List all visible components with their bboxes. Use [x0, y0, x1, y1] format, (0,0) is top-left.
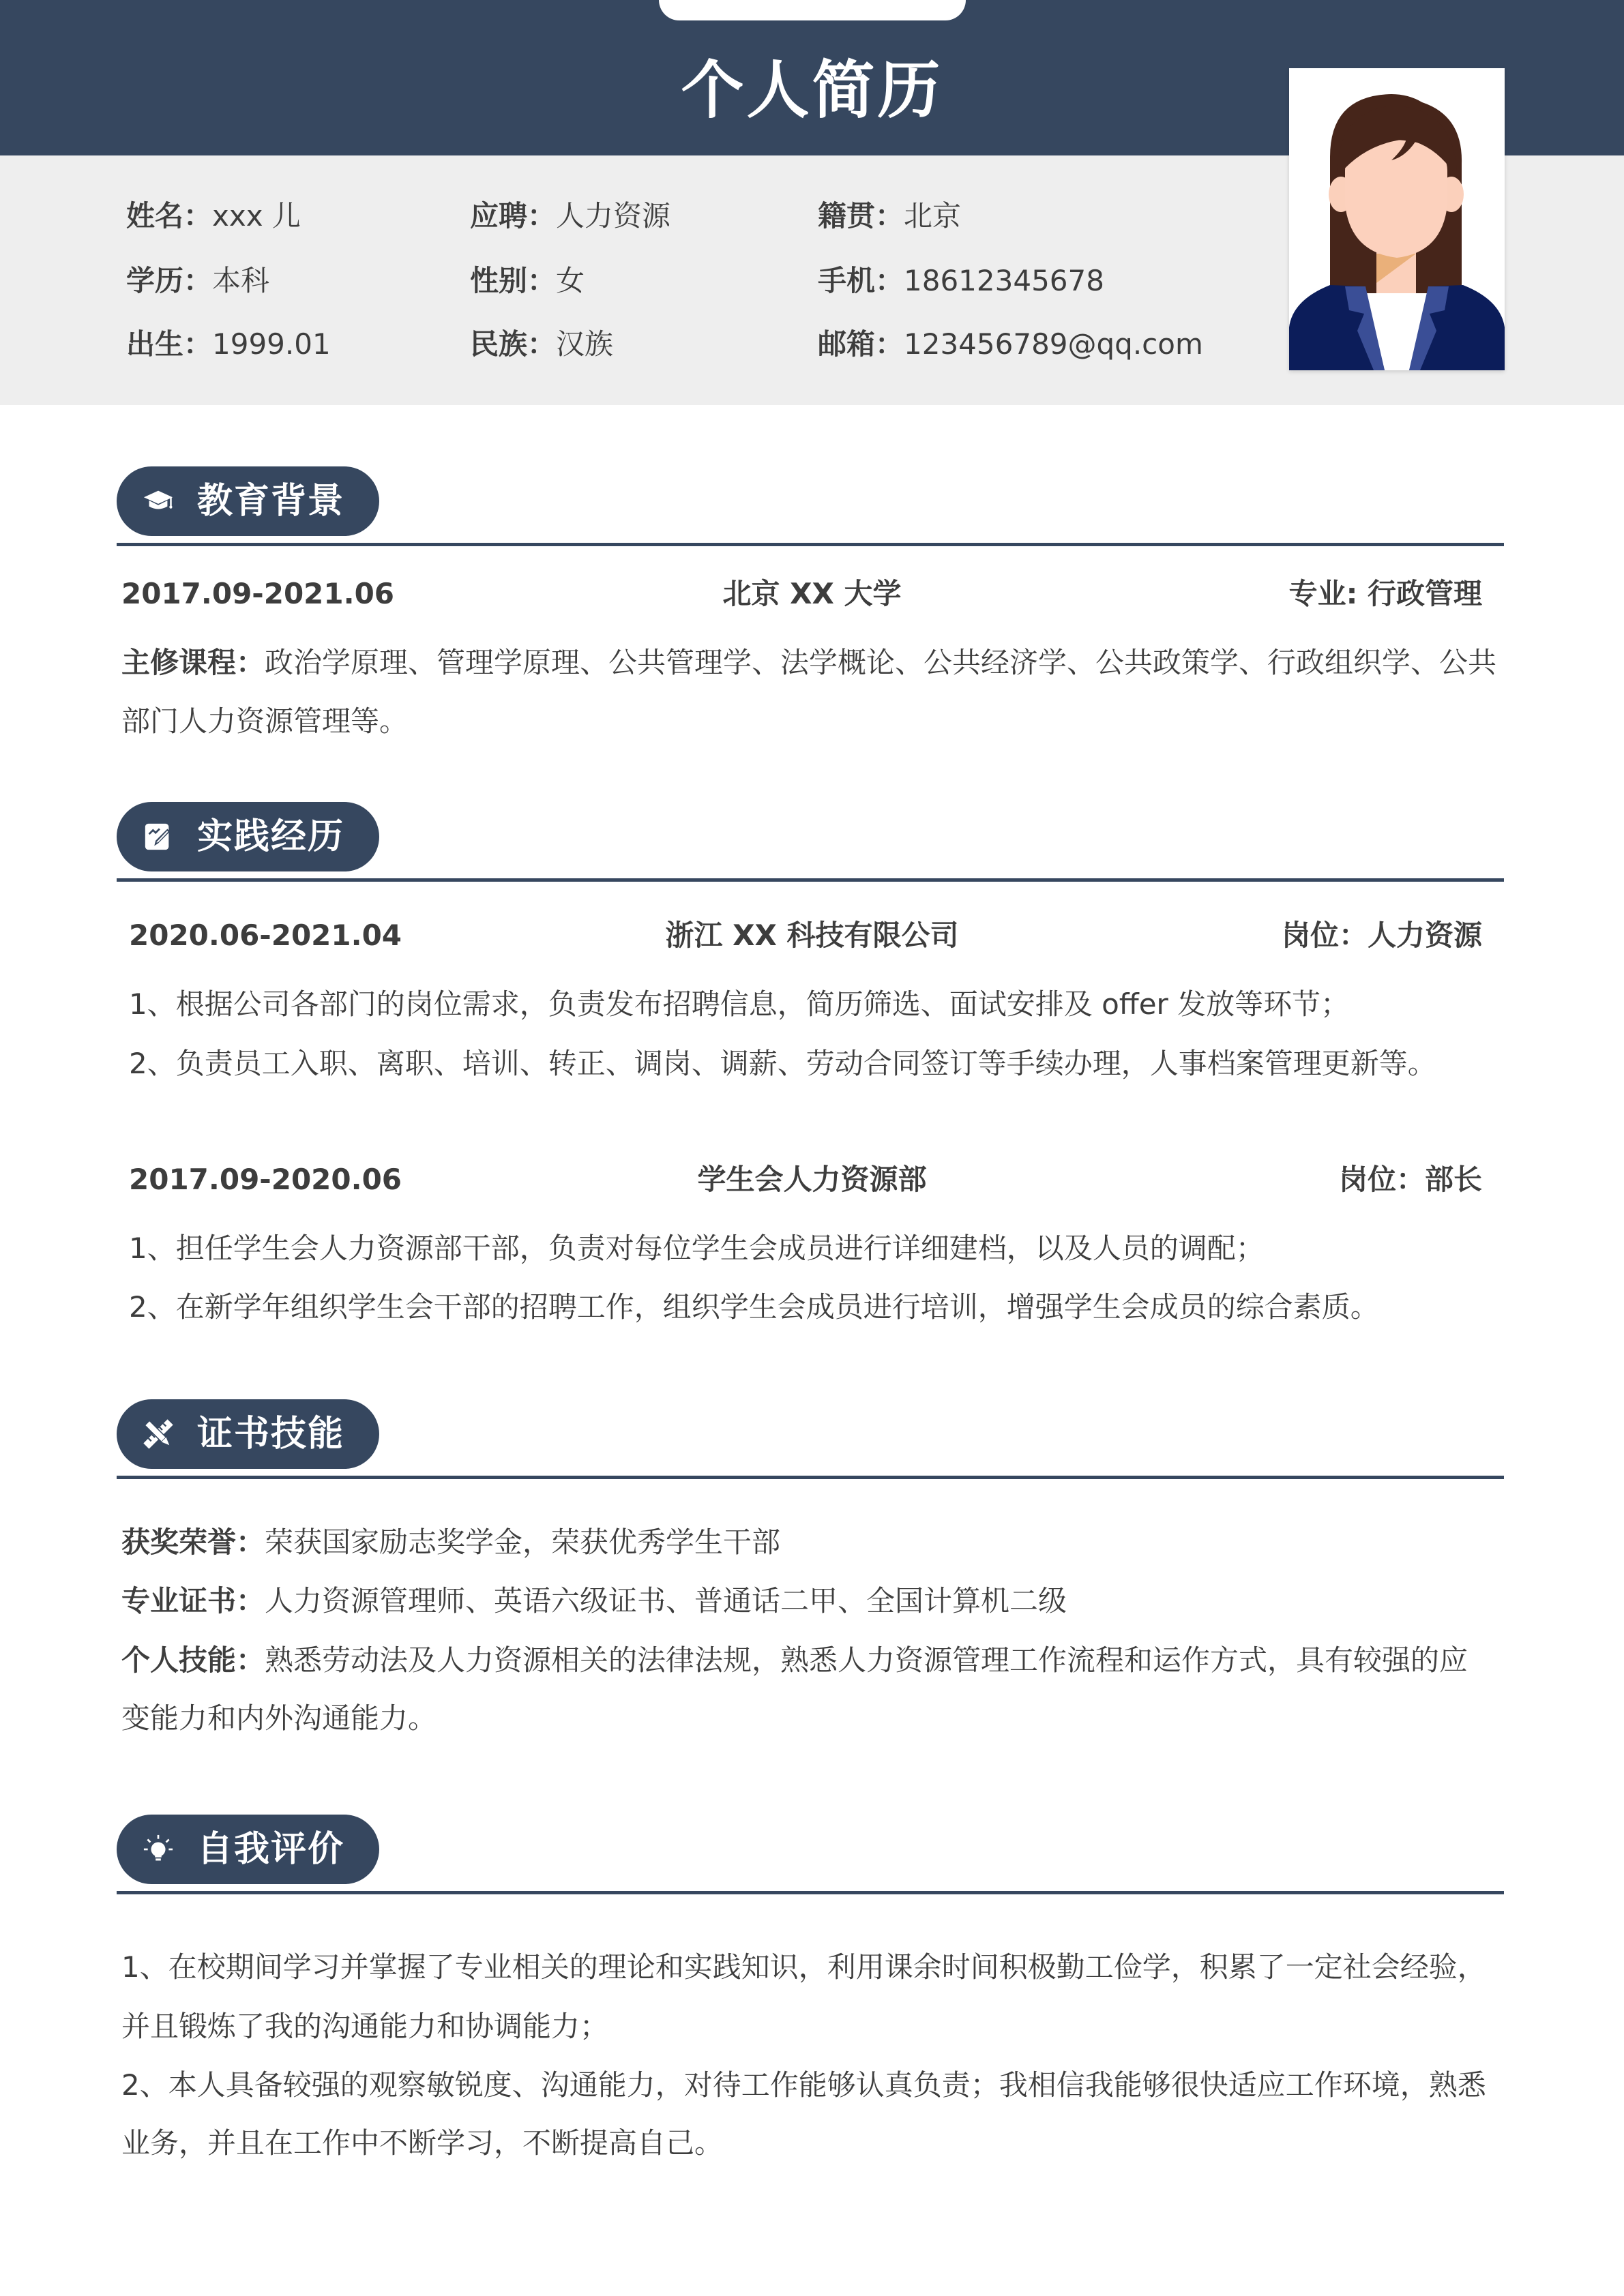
section-divider [117, 878, 1504, 882]
self-eval-line: 1、在校期间学习并掌握了专业相关的理论和实践知识，利用课余时间积极勤工俭学，积累了一定社会经验， [121, 1950, 1486, 1984]
section-divider [117, 543, 1504, 546]
info-hometown: 籍贯：北京 [818, 199, 962, 233]
page-title: 个人简历 [681, 54, 943, 127]
info-position: 应聘：人力资源 [470, 199, 671, 233]
practice-date-2: 2017.09-2020.06 [129, 1163, 402, 1196]
skills-certificates: 专业证书：人力资源管理师、英语六级证书、普通话二甲、全国计算机二级 [121, 1584, 1067, 1617]
self-eval-line: 业务，并且在工作中不断学习，不断提高自己。 [121, 2126, 724, 2160]
self-eval-line: 2、本人具备较强的观察敏锐度、沟通能力，对待工作能够认真负责；我相信我能够很快适应工作环境，熟悉 [121, 2068, 1486, 2102]
section-divider [117, 1891, 1504, 1894]
section-title: 教育背景 [197, 481, 345, 522]
practice-org-1: 浙江 XX 科技有限公司 [665, 919, 959, 952]
section-divider [117, 1476, 1504, 1479]
practice-point: 2、在新学年组织学生会干部的招聘工作，组织学生会成员进行培训，增强学生会成员的综合素质。 [129, 1290, 1379, 1324]
info-email: 邮箱：123456789@qq.com [818, 327, 1203, 361]
section-header-self-evaluation [117, 1815, 379, 1884]
info-phone: 手机：18612345678 [818, 264, 1104, 297]
education-date: 2017.09-2021.06 [121, 577, 395, 610]
self-eval-line: 并且锻炼了我的沟通能力和协调能力； [121, 2010, 609, 2043]
section-header-practice [117, 802, 379, 871]
practice-role-2: 岗位：部长 [1338, 1163, 1482, 1196]
section-header-skills [117, 1399, 379, 1469]
section-title: 实践经历 [197, 816, 345, 857]
practice-org-2: 学生会人力资源部 [697, 1163, 927, 1196]
info-birth: 出生：1999.01 [126, 327, 331, 361]
practice-point: 2、负责员工入职、离职、培训、转正、调岗、调薪、劳动合同签订等手续办理，人事档案管理更新等。 [129, 1047, 1436, 1080]
education-courses-cont: 部门人力资源管理等。 [121, 704, 409, 738]
lightbulb-icon [143, 1834, 174, 1865]
practice-point: 1、担任学生会人力资源部干部，负责对每位学生会成员进行详细建档，以及人员的调配； [129, 1232, 1265, 1265]
info-gender: 性别：女 [470, 264, 585, 297]
practice-point: 1、根据公司各部门的岗位需求，负责发布招聘信息，简历筛选、面试安排及 offer 发放等环节； [129, 987, 1350, 1021]
section-title: 自我评价 [197, 1829, 345, 1870]
pencil-ruler-icon [143, 1418, 174, 1450]
avatar-woman-icon [1289, 68, 1505, 370]
header-tab-decoration [659, 0, 966, 20]
skills-abilities: 个人技能：熟悉劳动法及人力资源相关的法律法规，熟悉人力资源管理工作流程和运作方式，具有较强的应 [121, 1643, 1468, 1677]
skills-abilities-cont: 变能力和内外沟通能力。 [121, 1701, 437, 1735]
education-school: 北京 XX 大学 [722, 577, 902, 610]
info-name: 姓名：xxx 儿 [126, 199, 301, 233]
education-major: 专业: 行政管理 [1288, 577, 1482, 610]
section-title: 证书技能 [197, 1414, 345, 1455]
education-courses: 主修课程：政治学原理、管理学原理、公共管理学、法学概论、公共经济学、公共政策学、行政组织学、公共 [121, 646, 1497, 679]
section-header-education [117, 466, 379, 536]
edit-note-icon [143, 821, 174, 852]
practice-role-1: 岗位：人力资源 [1281, 919, 1482, 952]
skills-awards: 获奖荣誉：荣获国家励志奖学金，荣获优秀学生干部 [121, 1525, 781, 1559]
info-ethnicity: 民族：汉族 [470, 327, 614, 361]
profile-photo [1289, 68, 1505, 370]
info-education: 学历：本科 [126, 264, 270, 297]
practice-date-1: 2020.06-2021.04 [129, 919, 402, 952]
graduation-cap-icon [143, 486, 174, 517]
